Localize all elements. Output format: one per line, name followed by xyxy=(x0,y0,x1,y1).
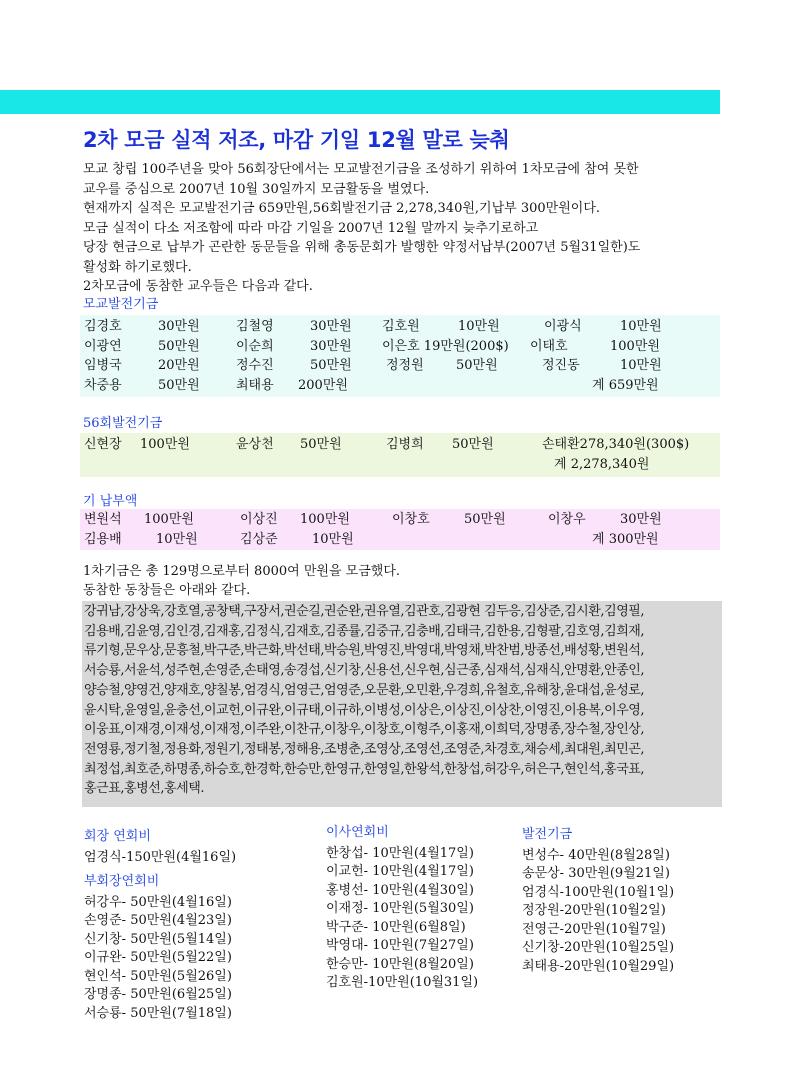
donor-name: 이창호 xyxy=(392,512,430,527)
donor-amount: 50만원 xyxy=(300,437,342,452)
intro-line: 활성화 하기로했다. xyxy=(83,259,192,275)
director-dues-column xyxy=(326,824,478,993)
dues-entry: 이교헌- 10만원(4월17일) xyxy=(326,864,474,879)
school-fund-row xyxy=(80,337,720,357)
class-fund-box xyxy=(80,433,720,477)
dues-entry: 송문상- 30만원(9월21일) xyxy=(522,866,670,881)
intro-line: 모교 창립 100주년을 맞아 56회장단에서는 모교발전기금을 조성하기 위하여 1차모금에 참여 못한 xyxy=(83,162,639,177)
summary-line: 1차기금은 총 129명으로부터 8000여 만원을 모금했다. xyxy=(83,564,401,579)
dues-entry: 손영준- 50만원(4월23일) xyxy=(84,913,232,928)
donor-amount: 100만원 xyxy=(144,512,194,527)
dev-fund-column xyxy=(522,826,674,976)
names-line: 류기형,문우상,문흥철,박구준,박근화,박선태,박승원,박영진,박영대,박영채,박찬범,방종선,배성황,변원석, xyxy=(84,643,645,659)
donor-name: 이광연 xyxy=(84,338,122,354)
donor-amount: 30만원 xyxy=(310,338,352,354)
school-fund-row xyxy=(80,317,720,337)
donor-name: 이태호 xyxy=(530,338,568,354)
dues-entry: 엄경식-150만원(4월16일) xyxy=(84,849,237,865)
names-line: 양승철,양영건,양재호,양칠봉,엄경식,엄영근,엄영준,오문환,오민환,우경희,유철호,유해창,윤대섭,윤성로, xyxy=(84,682,645,698)
donor-name: 최태용 xyxy=(236,377,274,393)
donor-amount: 100만원 xyxy=(300,512,350,527)
participant-names-box xyxy=(82,601,722,807)
donor-name: 이창우 xyxy=(548,512,586,527)
dues-entry: 박구준- 10만원(6월8일) xyxy=(326,919,466,935)
school-fund-label: 모교발전기금 xyxy=(83,297,159,312)
names-line: 전영룡,정기철,정용화,정원기,정태봉,정해용,조병춘,조영상,조영선,조영준,차경호,채승세,최대원,최민곤, xyxy=(84,741,645,757)
donor-amount: 100만원 xyxy=(140,437,190,452)
vice-dues-heading: 부회장연회비 xyxy=(84,874,160,889)
dues-entry: 장명종- 50만원(6월25일) xyxy=(84,987,232,1002)
paid-row xyxy=(80,530,720,550)
intro-paragraph xyxy=(83,160,723,297)
first-fund-summary xyxy=(83,562,400,600)
dues-entry: 최태용-20만원(10월29일) xyxy=(522,958,675,974)
president-dues-heading: 회장 연회비 xyxy=(84,829,151,844)
donor-name: 김호원 xyxy=(382,319,420,334)
donor-name: 이순희 xyxy=(236,338,274,354)
donor-name: 이상진 xyxy=(240,512,278,527)
article-title: 2차 모금 실적 저조, 마감 기일 12월 말로 늦춰 xyxy=(83,128,510,152)
donor-amount: 30만원 xyxy=(158,319,200,334)
names-line: 최정섭,최호준,하명종,하승호,한경학,한승만,한영규,한영일,한왕석,한창섭,허강우,허은구,현인석,홍국표, xyxy=(84,761,645,777)
donor-name: 변원석 xyxy=(84,512,122,527)
donor-name: 김경호 xyxy=(84,319,122,334)
president-dues-column xyxy=(84,828,236,1023)
donor-name: 이광식 xyxy=(544,319,582,334)
donor-name: 김병희 xyxy=(386,437,424,452)
class-fund-label: 56회발전기금 xyxy=(83,416,163,431)
donor-amount: 50만원 xyxy=(158,377,200,393)
donor-amount: 30만원 xyxy=(310,319,352,334)
donor-amount: 50만원 xyxy=(452,437,494,452)
donor-amount: 50만원 xyxy=(456,358,498,373)
school-fund-row xyxy=(80,356,720,376)
dues-entry: 한승만- 10만원(8월20일) xyxy=(326,956,474,972)
names-line: 서승룡,서윤석,성주현,손영준,손태영,송경섭,신기창,신용선,신우현,심근종,심재석,심재식,안명환,안종인, xyxy=(84,663,645,679)
donor-amount: 10만원 xyxy=(620,319,662,334)
donor-amount: 50만원 xyxy=(464,512,506,527)
class-fund-total: 계 2,278,340원 xyxy=(554,456,650,472)
dues-entry: 이재정- 10만원(5월30일) xyxy=(326,901,474,916)
paid-box xyxy=(80,509,720,550)
director-dues-heading: 이사연회비 xyxy=(326,825,389,840)
donor-name: 윤상천 xyxy=(236,437,274,452)
names-line: 윤시탁,윤영일,윤충선,이교헌,이규완,이규태,이규하,이병성,이상은,이상진,이상찬,이영진,이용복,이우영, xyxy=(84,702,645,718)
donor-name: 정진동 xyxy=(542,358,580,373)
dues-entry: 신기창- 50만원(5월14일) xyxy=(84,931,232,947)
intro-line: 모금 실적이 다소 저조함에 따라 마감 기일을 2007년 12월 말까지 늦추기로하고 xyxy=(83,220,539,236)
dues-entry: 변성수- 40만원(8월28일) xyxy=(522,847,670,863)
intro-line: 2차모금에 동참한 교우들은 다음과 같다. xyxy=(83,279,313,294)
header-color-bar xyxy=(0,90,720,114)
paid-label: 기 납부액 xyxy=(83,494,138,509)
dues-entry: 한창섭- 10만원(4월17일) xyxy=(326,845,474,861)
dues-entry: 박영대- 10만원(7월27일) xyxy=(326,938,474,953)
donor-name: 정정원 xyxy=(386,358,424,373)
donor-amount: 10만원 xyxy=(156,531,198,547)
donor-name: 차중용 xyxy=(84,377,122,393)
donor-amount: 20만원 xyxy=(158,358,200,373)
donor-amount: 30만원 xyxy=(620,512,662,527)
paid-total: 계 300만원 xyxy=(592,531,659,547)
summary-line: 동참한 동창들은 아래와 같다. xyxy=(83,583,251,598)
donor-name: 신현장 xyxy=(84,437,122,452)
dues-entry: 전영근-20만원(10월7일) xyxy=(522,921,666,937)
donor-name: 김상준 xyxy=(240,531,278,547)
names-line: 이웅표,이재경,이재성,이재정,이주완,이찬규,이창우,이창호,이형주,이홍재,이희덕,장명종,장수철,장인상, xyxy=(84,722,645,738)
dues-entry: 이규완- 50만원(5월22일) xyxy=(84,950,232,965)
class-fund-row xyxy=(80,455,720,475)
donor-amount: 200만원 xyxy=(298,377,348,393)
names-line: 김용배,김윤영,김인경,김재홍,김정식,김재호,김종률,김중규,김충배,김태극,김한용,김형팔,김호영,김희재, xyxy=(84,623,645,639)
dev-fund-heading: 발전기금 xyxy=(522,827,573,842)
names-line: 강귀남,강상욱,강호열,공창택,구장서,권순길,권순완,권유열,김관호,김광현 김두응,김상준,김시환,김영필, xyxy=(84,604,645,619)
names-line: 홍근표,홍병선,홍세택. xyxy=(84,781,205,797)
intro-line: 교우를 중심으로 2007년 10월 30일까지 모금활동을 벌였다. xyxy=(83,181,430,197)
dues-entry: 신기창-20만원(10월25일) xyxy=(522,940,675,955)
dues-entry: 홍병선- 10만원(4월30일) xyxy=(326,882,474,898)
paid-row xyxy=(80,510,720,530)
intro-line: 현재까지 실적은 모교발전기금 659만원,56회발전기금 2,278,340원,기납부 300만원이다. xyxy=(83,201,601,216)
donor-name: 정수진 xyxy=(236,358,274,373)
school-fund-box xyxy=(80,315,720,397)
school-fund-total: 계 659만원 xyxy=(592,377,659,393)
donor-name: 임병국 xyxy=(84,358,122,373)
donor-name-amount: 손태환278,340원(300$) xyxy=(542,437,690,452)
donor-amount: 10만원 xyxy=(458,319,500,334)
dues-entry: 허강우- 50만원(4월16일) xyxy=(84,894,232,910)
donor-name: 김철영 xyxy=(236,319,274,334)
donor-amount: 50만원 xyxy=(158,338,200,354)
dues-entry: 엄경식-100만원(10월1일) xyxy=(522,884,675,900)
dues-entry: 김호원-10만원(10월31일) xyxy=(326,975,479,990)
donor-amount: 10만원 xyxy=(312,531,354,547)
donor-name: 김용배 xyxy=(84,531,122,547)
intro-line: 당장 현금으로 납부가 곤란한 동문들을 위해 총동문회가 발행한 약정서납부(2007년 5월31일한)도 xyxy=(83,240,641,255)
class-fund-row xyxy=(80,435,720,455)
donor-name: 이은호 19만원(200$) xyxy=(382,338,509,354)
dues-entry: 서승룡- 50만원(7월18일) xyxy=(84,1005,232,1021)
donor-amount: 100만원 xyxy=(610,338,660,354)
school-fund-row xyxy=(80,376,720,396)
donor-amount: 10만원 xyxy=(620,358,662,373)
donor-amount: 50만원 xyxy=(310,358,352,373)
dues-entry: 정장원-20만원(10월2일) xyxy=(522,903,666,918)
dues-entry: 현인석- 50만원(5월26일) xyxy=(84,968,232,984)
